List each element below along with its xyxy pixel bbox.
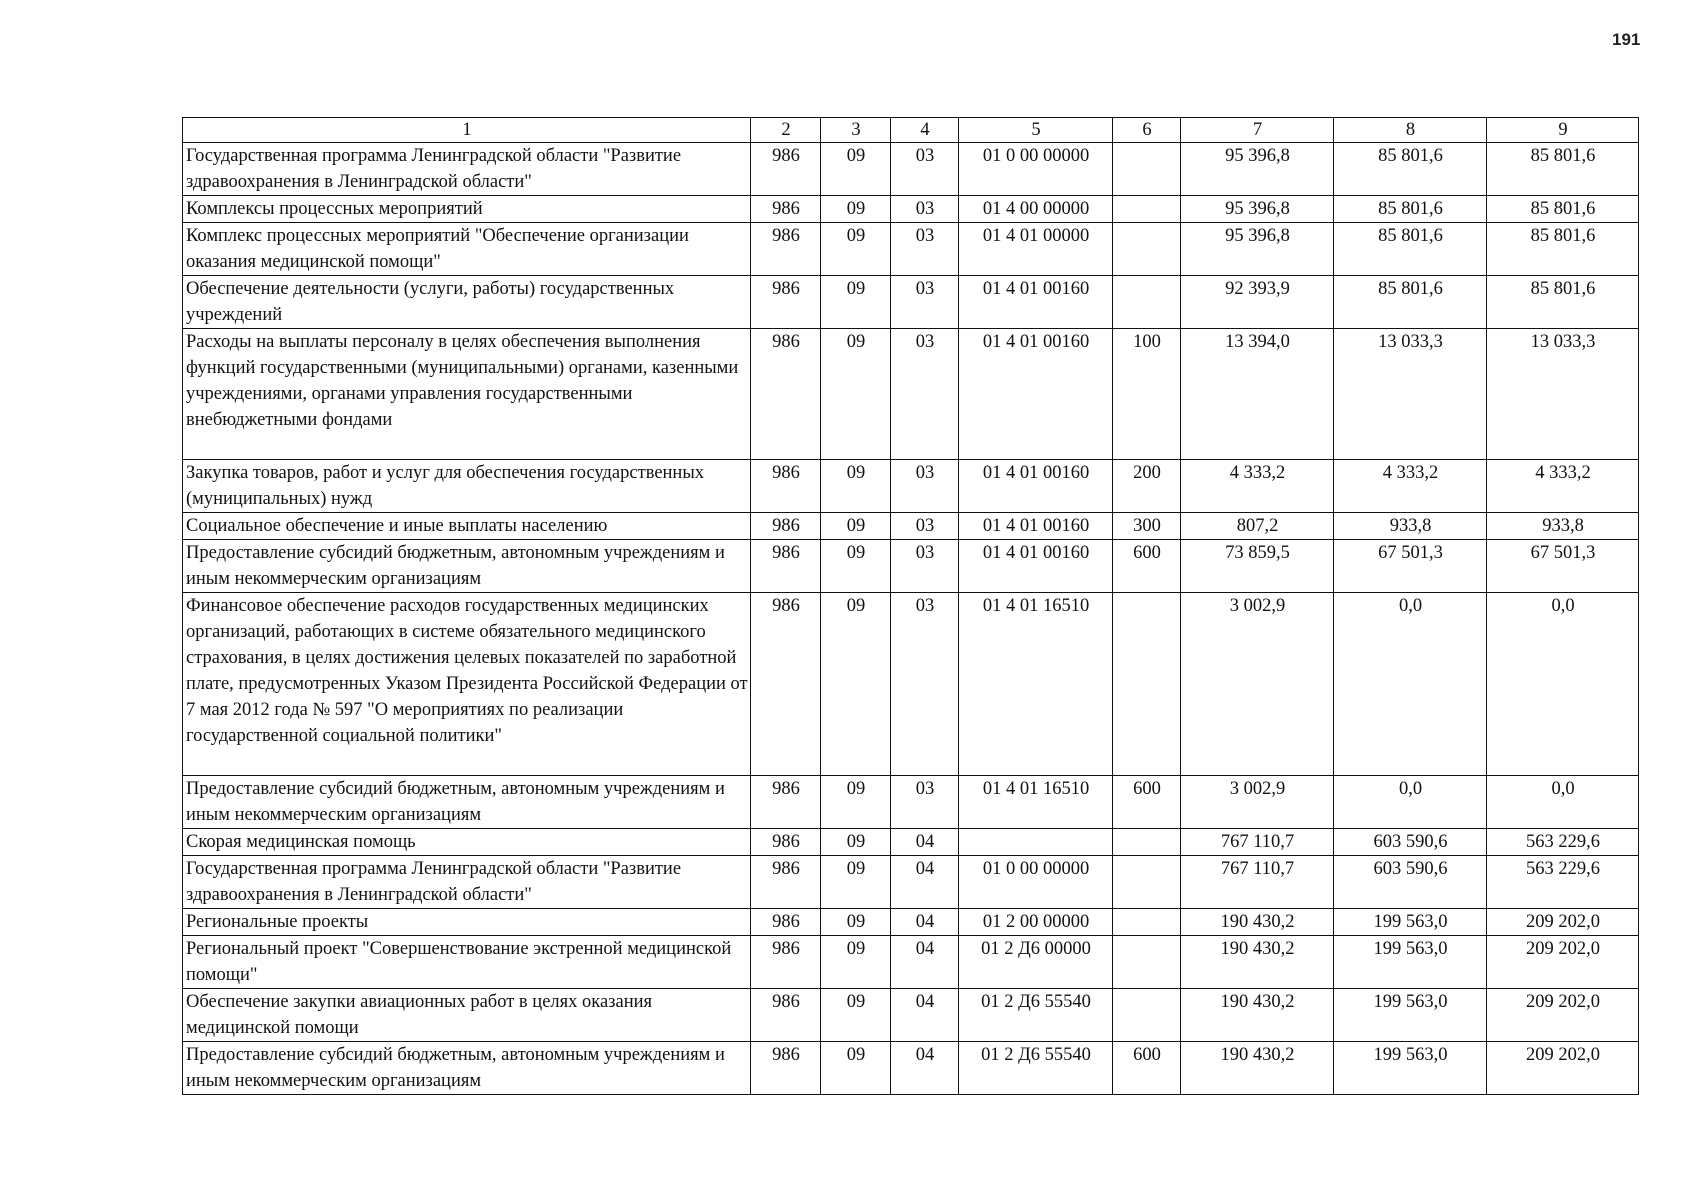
- subsection-cell: 03: [891, 776, 959, 829]
- target-article-cell: 01 4 01 00160: [959, 540, 1113, 593]
- target-article-cell: 01 4 01 00160: [959, 329, 1113, 460]
- section-cell: 09: [821, 829, 891, 856]
- row-name-cell: Предоставление субсидий бюджетным, автономным учреждениям и иным некоммерческим организациям: [183, 776, 751, 829]
- subsection-cell: 03: [891, 513, 959, 540]
- target-article-cell: 01 2 Д6 00000: [959, 936, 1113, 989]
- admin-code-cell: 986: [751, 829, 821, 856]
- row-name-cell: Социальное обеспечение и иные выплаты населению: [183, 513, 751, 540]
- subsection-cell: 03: [891, 196, 959, 223]
- expense-type-cell: [1113, 196, 1181, 223]
- table-row: [183, 936, 1639, 989]
- admin-code-cell: 986: [751, 1042, 821, 1095]
- table-row: [183, 460, 1639, 513]
- expense-type-cell: 600: [1113, 776, 1181, 829]
- amount-col8-cell: 199 563,0: [1334, 989, 1487, 1042]
- admin-code-cell: 986: [751, 460, 821, 513]
- row-name-cell: Комплексы процессных мероприятий: [183, 196, 751, 223]
- row-name-cell: Предоставление субсидий бюджетным, автономным учреждениям и иным некоммерческим организациям: [183, 540, 751, 593]
- table-row: [183, 143, 1639, 196]
- expense-type-cell: [1113, 856, 1181, 909]
- admin-code-cell: 986: [751, 540, 821, 593]
- amount-col8-cell: 0,0: [1334, 593, 1487, 776]
- row-name-cell: Финансовое обеспечение расходов государственных медицинских организаций, работающих в системе обязательного медицинского страхования, в целях достижения целевых показателей по заработной плате, предусмотренных Указом Президента Российской Федерации от 7 мая 2012 года № 597 "О мероприятиях по реализации государственной социальной политики": [183, 593, 751, 776]
- amount-col9-cell: 4 333,2: [1487, 460, 1639, 513]
- amount-col9-cell: 563 229,6: [1487, 856, 1639, 909]
- amount-col7-cell: 767 110,7: [1181, 829, 1334, 856]
- amount-col9-cell: 209 202,0: [1487, 989, 1639, 1042]
- amount-col9-cell: 209 202,0: [1487, 936, 1639, 989]
- target-article-cell: 01 4 01 00160: [959, 513, 1113, 540]
- table-row: [183, 196, 1639, 223]
- amount-col7-cell: 190 430,2: [1181, 909, 1334, 936]
- subsection-cell: 04: [891, 829, 959, 856]
- amount-col8-cell: 85 801,6: [1334, 196, 1487, 223]
- row-name-cell: Комплекс процессных мероприятий "Обеспечение организации оказания медицинской помощи": [183, 223, 751, 276]
- section-cell: 09: [821, 776, 891, 829]
- row-name-cell: Скорая медицинская помощь: [183, 829, 751, 856]
- header-cell: 5: [959, 118, 1113, 143]
- table-row: [183, 593, 1639, 776]
- table-row: [183, 989, 1639, 1042]
- header-cell: 6: [1113, 118, 1181, 143]
- target-article-cell: 01 2 Д6 55540: [959, 1042, 1113, 1095]
- amount-col7-cell: 92 393,9: [1181, 276, 1334, 329]
- header-cell: 9: [1487, 118, 1639, 143]
- target-article-cell: 01 0 00 00000: [959, 143, 1113, 196]
- target-article-cell: 01 4 01 00160: [959, 460, 1113, 513]
- admin-code-cell: 986: [751, 196, 821, 223]
- row-name-cell: Предоставление субсидий бюджетным, автономным учреждениям и иным некоммерческим организациям: [183, 1042, 751, 1095]
- amount-col9-cell: 85 801,6: [1487, 223, 1639, 276]
- amount-col9-cell: 209 202,0: [1487, 909, 1639, 936]
- table-header-row: [183, 118, 1639, 143]
- expense-type-cell: [1113, 276, 1181, 329]
- subsection-cell: 03: [891, 460, 959, 513]
- amount-col7-cell: 190 430,2: [1181, 989, 1334, 1042]
- amount-col7-cell: 190 430,2: [1181, 1042, 1334, 1095]
- section-cell: 09: [821, 856, 891, 909]
- amount-col8-cell: 199 563,0: [1334, 936, 1487, 989]
- amount-col7-cell: 95 396,8: [1181, 143, 1334, 196]
- expense-type-cell: [1113, 909, 1181, 936]
- table-row: [183, 540, 1639, 593]
- row-name-cell: Обеспечение закупки авиационных работ в целях оказания медицинской помощи: [183, 989, 751, 1042]
- section-cell: 09: [821, 196, 891, 223]
- amount-col8-cell: 0,0: [1334, 776, 1487, 829]
- subsection-cell: 03: [891, 223, 959, 276]
- section-cell: 09: [821, 540, 891, 593]
- table-row: [183, 223, 1639, 276]
- amount-col9-cell: 0,0: [1487, 776, 1639, 829]
- header-cell: 4: [891, 118, 959, 143]
- expense-type-cell: [1113, 829, 1181, 856]
- section-cell: 09: [821, 989, 891, 1042]
- row-name-cell: Закупка товаров, работ и услуг для обеспечения государственных (муниципальных) нужд: [183, 460, 751, 513]
- amount-col9-cell: 563 229,6: [1487, 829, 1639, 856]
- amount-col8-cell: 13 033,3: [1334, 329, 1487, 460]
- admin-code-cell: 986: [751, 989, 821, 1042]
- amount-col7-cell: 767 110,7: [1181, 856, 1334, 909]
- expense-type-cell: [1113, 223, 1181, 276]
- section-cell: 09: [821, 936, 891, 989]
- row-name-cell: Государственная программа Ленинградской области "Развитие здравоохранения в Ленинградской области": [183, 856, 751, 909]
- amount-col9-cell: 933,8: [1487, 513, 1639, 540]
- row-name-cell: Государственная программа Ленинградской области "Развитие здравоохранения в Ленинградской области": [183, 143, 751, 196]
- expense-type-cell: [1113, 989, 1181, 1042]
- amount-col7-cell: 73 859,5: [1181, 540, 1334, 593]
- subsection-cell: 04: [891, 909, 959, 936]
- subsection-cell: 03: [891, 276, 959, 329]
- amount-col8-cell: 85 801,6: [1334, 223, 1487, 276]
- header-cell: 2: [751, 118, 821, 143]
- section-cell: 09: [821, 460, 891, 513]
- target-article-cell: 01 0 00 00000: [959, 856, 1113, 909]
- target-article-cell: 01 4 00 00000: [959, 196, 1113, 223]
- amount-col8-cell: 85 801,6: [1334, 143, 1487, 196]
- row-name-cell: Региональный проект "Совершенствование экстренной медицинской помощи": [183, 936, 751, 989]
- amount-col7-cell: 3 002,9: [1181, 776, 1334, 829]
- amount-col8-cell: 4 333,2: [1334, 460, 1487, 513]
- header-cell: 8: [1334, 118, 1487, 143]
- budget-table: [182, 117, 1639, 1095]
- admin-code-cell: 986: [751, 513, 821, 540]
- amount-col7-cell: 95 396,8: [1181, 196, 1334, 223]
- admin-code-cell: 986: [751, 856, 821, 909]
- section-cell: 09: [821, 329, 891, 460]
- section-cell: 09: [821, 593, 891, 776]
- amount-col8-cell: 603 590,6: [1334, 829, 1487, 856]
- subsection-cell: 03: [891, 593, 959, 776]
- header-cell: 7: [1181, 118, 1334, 143]
- subsection-cell: 04: [891, 989, 959, 1042]
- expense-type-cell: [1113, 936, 1181, 989]
- target-article-cell: 01 4 01 16510: [959, 593, 1113, 776]
- table-row: [183, 909, 1639, 936]
- section-cell: 09: [821, 143, 891, 196]
- admin-code-cell: 986: [751, 593, 821, 776]
- subsection-cell: 03: [891, 540, 959, 593]
- expense-type-cell: 200: [1113, 460, 1181, 513]
- admin-code-cell: 986: [751, 936, 821, 989]
- target-article-cell: 01 4 01 00160: [959, 276, 1113, 329]
- header-cell: 3: [821, 118, 891, 143]
- amount-col7-cell: 3 002,9: [1181, 593, 1334, 776]
- amount-col8-cell: 603 590,6: [1334, 856, 1487, 909]
- expense-type-cell: 300: [1113, 513, 1181, 540]
- section-cell: 09: [821, 909, 891, 936]
- target-article-cell: [959, 829, 1113, 856]
- admin-code-cell: 986: [751, 776, 821, 829]
- page-number: 191: [1612, 30, 1641, 49]
- admin-code-cell: 986: [751, 909, 821, 936]
- admin-code-cell: 986: [751, 276, 821, 329]
- row-name-cell: Обеспечение деятельности (услуги, работы) государственных учреждений: [183, 276, 751, 329]
- amount-col9-cell: 85 801,6: [1487, 143, 1639, 196]
- amount-col9-cell: 67 501,3: [1487, 540, 1639, 593]
- table-row: [183, 829, 1639, 856]
- subsection-cell: 04: [891, 856, 959, 909]
- table-row: [183, 1042, 1639, 1095]
- table-row: [183, 276, 1639, 329]
- amount-col9-cell: 0,0: [1487, 593, 1639, 776]
- expense-type-cell: [1113, 143, 1181, 196]
- subsection-cell: 04: [891, 936, 959, 989]
- section-cell: 09: [821, 276, 891, 329]
- amount-col8-cell: 199 563,0: [1334, 1042, 1487, 1095]
- admin-code-cell: 986: [751, 143, 821, 196]
- target-article-cell: 01 4 01 16510: [959, 776, 1113, 829]
- subsection-cell: 03: [891, 143, 959, 196]
- amount-col9-cell: 209 202,0: [1487, 1042, 1639, 1095]
- expense-type-cell: [1113, 593, 1181, 776]
- amount-col8-cell: 67 501,3: [1334, 540, 1487, 593]
- target-article-cell: 01 2 00 00000: [959, 909, 1113, 936]
- table-row: [183, 329, 1639, 460]
- table-row: [183, 513, 1639, 540]
- amount-col7-cell: 4 333,2: [1181, 460, 1334, 513]
- expense-type-cell: 100: [1113, 329, 1181, 460]
- subsection-cell: 03: [891, 329, 959, 460]
- subsection-cell: 04: [891, 1042, 959, 1095]
- amount-col7-cell: 190 430,2: [1181, 936, 1334, 989]
- amount-col7-cell: 95 396,8: [1181, 223, 1334, 276]
- amount-col9-cell: 85 801,6: [1487, 276, 1639, 329]
- section-cell: 09: [821, 223, 891, 276]
- row-name-cell: Расходы на выплаты персоналу в целях обеспечения выполнения функций государственными (муниципальными) органами, казенными учреждениями, органами управления государственными внебюджетными фондами: [183, 329, 751, 460]
- amount-col7-cell: 13 394,0: [1181, 329, 1334, 460]
- row-name-cell: Региональные проекты: [183, 909, 751, 936]
- expense-type-cell: 600: [1113, 540, 1181, 593]
- amount-col8-cell: 85 801,6: [1334, 276, 1487, 329]
- admin-code-cell: 986: [751, 329, 821, 460]
- section-cell: 09: [821, 513, 891, 540]
- amount-col9-cell: 13 033,3: [1487, 329, 1639, 460]
- amount-col8-cell: 933,8: [1334, 513, 1487, 540]
- target-article-cell: 01 4 01 00000: [959, 223, 1113, 276]
- target-article-cell: 01 2 Д6 55540: [959, 989, 1113, 1042]
- amount-col8-cell: 199 563,0: [1334, 909, 1487, 936]
- header-cell: 1: [183, 118, 751, 143]
- admin-code-cell: 986: [751, 223, 821, 276]
- section-cell: 09: [821, 1042, 891, 1095]
- amount-col7-cell: 807,2: [1181, 513, 1334, 540]
- amount-col9-cell: 85 801,6: [1487, 196, 1639, 223]
- table-row: [183, 856, 1639, 909]
- table-row: [183, 776, 1639, 829]
- expense-type-cell: 600: [1113, 1042, 1181, 1095]
